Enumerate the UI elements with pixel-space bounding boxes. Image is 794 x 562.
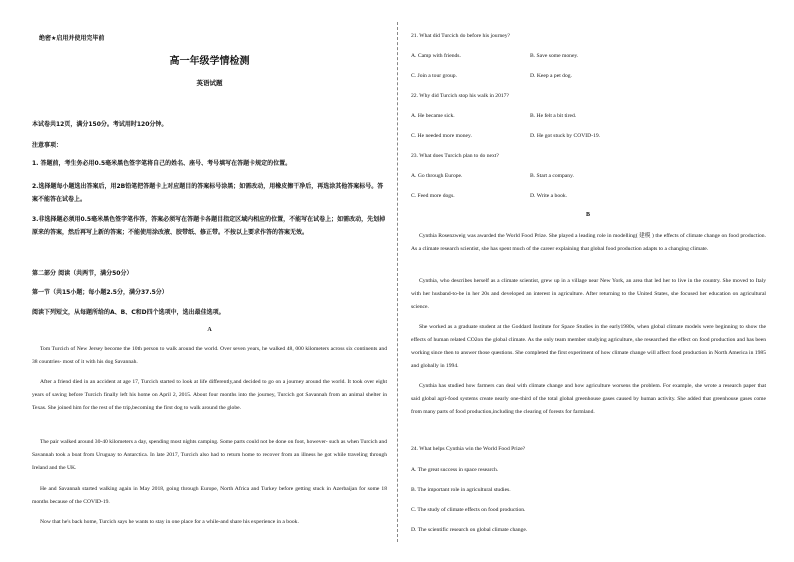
passage-a-paragraph: He and Savannah started walking again in May 2018, going through Europe, North Africa and Turkey before getting stuck in Azerbaijan for some 18 months because of the COVID-19. bbox=[32, 486, 387, 505]
option-c: C. Feed more dogs. bbox=[411, 193, 455, 199]
option-b: B. The important role in agricultural studies. bbox=[411, 487, 511, 493]
option-b: B. Save some money. bbox=[530, 53, 579, 59]
option-d: D. Write a book. bbox=[530, 193, 568, 199]
secret-label: 绝密★启用并使用完毕前 bbox=[39, 35, 105, 42]
option-a: A. He became sick. bbox=[411, 113, 455, 119]
option-b: B. Start a company. bbox=[530, 173, 574, 179]
notice-item-1: 1. 答题前，考生务必用0.5毫米黑色签字笔将自己的姓名、座号、考号填写在答题卡规定的位置。 bbox=[32, 160, 292, 167]
passage-b-paragraph: Cynthia, who describes herself as a climate scientist, grew up in a village near New York, an area that led her to live in the country. She moved to Italy with her husband-to-be in her 20s and developed an interest in agriculture. After returning to the United States, she focused her education on agricultural science. bbox=[411, 278, 766, 310]
exam-intro: 本试卷共12页，满分150分。考试用时120分钟。 bbox=[32, 121, 168, 128]
reading-instruction: 阅读下列短文，从每题所给的A、B、C和D四个选项中，选出最佳选项。 bbox=[32, 309, 225, 316]
section1-heading: 第一节（共15小题；每小题2.5分，满分37.5分） bbox=[32, 289, 168, 296]
passage-a-paragraph: After a friend died in an accident at age 17, Turcich started to look at life differently,and decided to go on a journey around the world. It took over eight years of saving before Turcich finally left his home on April 2, 2015. About four months into the journey, Turcich got Savannah from an animal shelter in Texas. She joined him for the rest of the trip,becoming the first dog to walk around the globe. bbox=[32, 379, 387, 411]
option-c: C. Join a tour group. bbox=[411, 73, 457, 79]
option-a: A. The great success in space research. bbox=[411, 467, 499, 473]
passage-b-paragraph: Cynthia has studied how farmers can deal with climate change and how agriculture worsens the problem. For example, she wrote a research paper that said global agri-food systems create nearly one-third of the total global greenhouse gases caused by human activity. She added that greenhouse gases come from many parts of food production,including the clearing of forests for farmland. bbox=[411, 383, 766, 415]
passage-a-paragraph: The pair walked around 30-40 kilometers a day, spending most nights camping. Some parts could not be done on foot, however- such as when Turcich and Savannah took a boat from Uruguay to Antarctica. In late 2017, Turcich also had to return home to recover from an illness he got while traveling through Ireland and the UK. bbox=[32, 439, 387, 471]
page-title: 高一年级学情检测 bbox=[169, 56, 250, 67]
passage-b-label: B bbox=[585, 212, 590, 218]
option-c: C. He needed more money. bbox=[411, 133, 472, 139]
passage-a-paragraph: Now that he's back home, Turcich says he wants to stay in one place for a while-and share his experience in a book. bbox=[40, 519, 299, 525]
part2-heading: 第二部分 阅读（共两节，满分50分） bbox=[32, 270, 133, 277]
option-d: D. Keep a pet dog. bbox=[530, 73, 572, 79]
option-a: A. Go through Europe. bbox=[411, 173, 463, 179]
option-a: A. Camp with friends. bbox=[411, 53, 461, 59]
option-b: B. He felt a bit tired. bbox=[530, 113, 577, 119]
notice-item-3: 3.非选择题必须用0.5毫米黑色签字笔作答，答案必须写在答题卡各题目指定区域内相应的位置，不能写在试卷上；如需改动，先划掉原来的答案，然后再写上新的答案；不能使用涂改液、胶带纸、修正带。不按以上要求作答的答案无效。 bbox=[32, 216, 386, 236]
notice-heading: 注意事项： bbox=[32, 142, 63, 149]
option-c: C. The study of climate effects on food production. bbox=[411, 507, 526, 513]
passage-b-paragraph: Cynthia Rosenzweig was awarded the World Food Prize. She played a leading role in modelling( 建模 ) the effects of climate change on food production. As a climate research scientist, she has spent much of the career explaining that global food production adapts to a changing climate. bbox=[411, 233, 766, 252]
option-d: D. He got stuck by COVID-19. bbox=[530, 133, 601, 139]
option-d: D. The scientific research on global climate change. bbox=[411, 527, 528, 533]
passage-b-paragraph: She worked as a graduate student at the Goddard Institute for Space Studies in the early1980s, when global climate models were beginning to show the effects of human related CO2on the global climate. As the only team member studying agriculture, she researched the effect on food production and has been working since then to answer those questions. She completed the first experiment of how climate change will affect food production in North America in 1985 and globally in 1994. bbox=[411, 324, 766, 369]
column-divider bbox=[397, 22, 399, 542]
passage-a-label: A bbox=[207, 327, 212, 333]
passage-a-paragraph: Tom Turcich of New Jersey become the 10th person to walk around the world. Over seven years, he walked 48, 000 kilometers across six continents and 38 countries- most of it with his dog Savannah. bbox=[32, 346, 387, 365]
question-stem: 24. What helps Cynthia win the World Food Prize? bbox=[411, 446, 526, 452]
question-stem: 23. What does Turcich plan to do next? bbox=[411, 153, 499, 159]
page-subtitle: 英语试题 bbox=[196, 79, 223, 87]
question-stem: 22. Why did Turcich stop his walk in 2017? bbox=[411, 93, 509, 99]
notice-item-2: 2.选择题每小题选出答案后，用2B铅笔把答题卡上对应题目的答案标号涂黑；如需改动，用橡皮擦干净后，再选涂其他答案标号。答案不能答在试卷上。 bbox=[32, 183, 384, 203]
question-stem: 21. What did Turcich do before his journey? bbox=[411, 33, 511, 39]
